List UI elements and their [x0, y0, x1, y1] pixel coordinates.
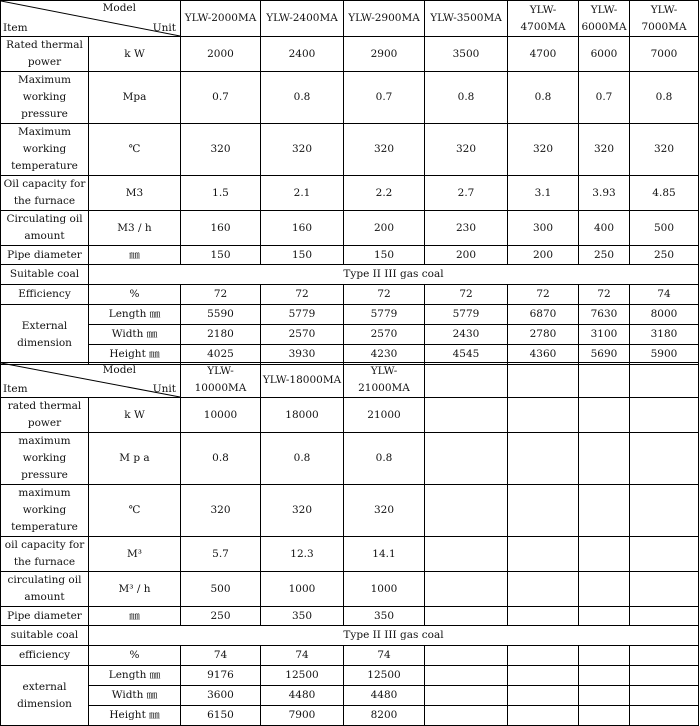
value-cell: 0.8	[425, 72, 508, 124]
value-cell: 18000	[261, 398, 344, 433]
param-row	[1, 246, 699, 265]
empty-cell	[579, 485, 630, 537]
value-cell: 3600	[181, 686, 261, 706]
empty-cell	[630, 363, 699, 398]
unit-cell: Width ㎜	[89, 325, 181, 345]
value-cell: 150	[261, 246, 344, 265]
value-cell: 1000	[344, 572, 425, 607]
unit-cell: Length ㎜	[89, 305, 181, 325]
empty-cell	[630, 646, 699, 666]
value-cell: 14.1	[344, 537, 425, 572]
value-cell: 8200	[344, 706, 425, 726]
empty-cell	[425, 537, 508, 572]
item-label: Item	[3, 22, 28, 34]
value-cell: 72	[181, 285, 261, 305]
value-cell: 230	[425, 211, 508, 246]
param-row	[1, 72, 699, 124]
value-cell: 200	[425, 246, 508, 265]
value-cell: 320	[181, 485, 261, 537]
value-cell: 3.1	[508, 176, 579, 211]
unit-label: Unit	[152, 22, 176, 34]
empty-cell	[425, 363, 508, 398]
dimension-row	[1, 686, 699, 706]
spec-table-2	[0, 362, 699, 726]
value-cell: 5779	[261, 305, 344, 325]
empty-cell	[425, 646, 508, 666]
value-cell: 0.8	[261, 72, 344, 124]
value-cell: 160	[181, 211, 261, 246]
model-item-header	[1, 1, 181, 37]
item-cell: external dimension	[1, 666, 89, 726]
model-header: YLW-21000MA	[344, 363, 425, 398]
model-header: YLW-3500MA	[425, 1, 508, 37]
value-cell: 5779	[344, 305, 425, 325]
model-header: YLW-4700MA	[508, 1, 579, 37]
empty-cell	[579, 572, 630, 607]
value-cell: 72	[508, 285, 579, 305]
empty-cell	[579, 686, 630, 706]
unit-cell: ㎜	[89, 607, 181, 626]
header-row	[1, 1, 699, 37]
value-cell: 2900	[344, 37, 425, 72]
param-row	[1, 211, 699, 246]
unit-cell: %	[89, 285, 181, 305]
value-cell: 0.8	[181, 433, 261, 485]
model-item-header	[1, 363, 181, 398]
item-cell: Oil capacity for the furnace	[1, 176, 89, 211]
value-cell: 8000	[630, 305, 699, 325]
value-cell: 72	[261, 285, 344, 305]
value-cell: 0.7	[181, 72, 261, 124]
value-cell: 0.8	[261, 433, 344, 485]
value-cell: 400	[579, 211, 630, 246]
empty-cell	[425, 572, 508, 607]
param-row	[1, 176, 699, 211]
item-cell: Pipe diameter	[1, 246, 89, 265]
unit-cell: Height ㎜	[89, 706, 181, 726]
value-cell: 72	[344, 285, 425, 305]
value-cell: 320	[344, 124, 425, 176]
value-cell: 2180	[181, 325, 261, 345]
value-cell: 500	[630, 211, 699, 246]
value-cell: 0.8	[630, 72, 699, 124]
value-cell: 7900	[261, 706, 344, 726]
unit-cell: ℃	[89, 124, 181, 176]
value-cell: 320	[261, 124, 344, 176]
value-cell: 4545	[425, 345, 508, 365]
value-cell: 150	[344, 246, 425, 265]
param-row	[1, 37, 699, 72]
value-cell: 72	[425, 285, 508, 305]
model-header: YLW-2400MA	[261, 1, 344, 37]
value-cell: 2.2	[344, 176, 425, 211]
param-row	[1, 398, 699, 433]
empty-cell	[630, 433, 699, 485]
empty-cell	[508, 537, 579, 572]
unit-cell: M3 / h	[89, 211, 181, 246]
value-cell: 74	[630, 285, 699, 305]
param-row	[1, 607, 699, 626]
value-cell: 0.7	[579, 72, 630, 124]
param-row	[1, 537, 699, 572]
value-cell: 320	[344, 485, 425, 537]
param-row	[1, 433, 699, 485]
model-header: YLW-7000MA	[630, 1, 699, 37]
value-cell: 4700	[508, 37, 579, 72]
value-cell: 2780	[508, 325, 579, 345]
param-row	[1, 572, 699, 607]
unit-cell: k W	[89, 37, 181, 72]
value-cell: 320	[508, 124, 579, 176]
value-cell: 2400	[261, 37, 344, 72]
empty-cell	[508, 485, 579, 537]
empty-cell	[508, 686, 579, 706]
empty-cell	[579, 666, 630, 686]
value-cell: 250	[630, 246, 699, 265]
value-cell: 7630	[579, 305, 630, 325]
empty-cell	[425, 607, 508, 626]
value-cell: 320	[579, 124, 630, 176]
empty-cell	[508, 363, 579, 398]
item-label: Item	[3, 383, 28, 395]
empty-cell	[508, 706, 579, 726]
unit-cell: Height ㎜	[89, 345, 181, 365]
value-cell: 21000	[344, 398, 425, 433]
empty-cell	[630, 485, 699, 537]
value-cell: 200	[508, 246, 579, 265]
value-cell: 2570	[344, 325, 425, 345]
item-cell: rated thermal power	[1, 398, 89, 433]
empty-cell	[630, 706, 699, 726]
empty-cell	[508, 666, 579, 686]
item-cell: Pipe diameter	[1, 607, 89, 626]
empty-cell	[508, 398, 579, 433]
value-cell: 320	[181, 124, 261, 176]
suitable-coal-row	[1, 265, 699, 285]
empty-cell	[630, 686, 699, 706]
value-cell: 2000	[181, 37, 261, 72]
value-cell: 0.8	[344, 433, 425, 485]
unit-cell: Width ㎜	[89, 686, 181, 706]
value-cell: 200	[344, 211, 425, 246]
item-cell: Maximum working temperature	[1, 124, 89, 176]
model-label: Model	[102, 2, 136, 14]
value-cell: 72	[579, 285, 630, 305]
efficiency-row	[1, 285, 699, 305]
value-cell: 4230	[344, 345, 425, 365]
dimension-row	[1, 305, 699, 325]
unit-cell: M3	[89, 176, 181, 211]
value-cell: 3100	[579, 325, 630, 345]
value-cell: 9176	[181, 666, 261, 686]
dimension-row	[1, 666, 699, 686]
model-header: YLW-2900MA	[344, 1, 425, 37]
value-cell: 160	[261, 211, 344, 246]
model-header: YLW-6000MA	[579, 1, 630, 37]
empty-cell	[579, 433, 630, 485]
empty-cell	[630, 537, 699, 572]
value-cell: 74	[261, 646, 344, 666]
item-cell: Rated thermal power	[1, 37, 89, 72]
value-cell: 5779	[425, 305, 508, 325]
value-cell: 12500	[261, 666, 344, 686]
value-cell: 74	[181, 646, 261, 666]
unit-cell: Mpa	[89, 72, 181, 124]
empty-cell	[425, 666, 508, 686]
unit-label: Unit	[152, 383, 176, 395]
unit-cell: Length ㎜	[89, 666, 181, 686]
empty-cell	[425, 485, 508, 537]
value-cell: 350	[344, 607, 425, 626]
coal-type-cell: Type II III gas coal	[89, 265, 699, 285]
value-cell: 320	[425, 124, 508, 176]
value-cell: 5590	[181, 305, 261, 325]
suitable-coal-row	[1, 626, 699, 646]
value-cell: 7000	[630, 37, 699, 72]
param-row	[1, 485, 699, 537]
value-cell: 10000	[181, 398, 261, 433]
empty-cell	[425, 686, 508, 706]
header-row	[1, 363, 699, 398]
value-cell: 4.85	[630, 176, 699, 211]
value-cell: 2.7	[425, 176, 508, 211]
value-cell: 4360	[508, 345, 579, 365]
value-cell: 6150	[181, 706, 261, 726]
value-cell: 3180	[630, 325, 699, 345]
unit-cell: ㎜	[89, 246, 181, 265]
value-cell: 6870	[508, 305, 579, 325]
empty-cell	[579, 537, 630, 572]
value-cell: 2570	[261, 325, 344, 345]
value-cell: 2430	[425, 325, 508, 345]
empty-cell	[579, 363, 630, 398]
item-cell: Suitable coal	[1, 265, 89, 285]
efficiency-row	[1, 646, 699, 666]
value-cell: 3930	[261, 345, 344, 365]
empty-cell	[425, 706, 508, 726]
unit-cell: k W	[89, 398, 181, 433]
value-cell: 2.1	[261, 176, 344, 211]
empty-cell	[508, 646, 579, 666]
value-cell: 12500	[344, 666, 425, 686]
value-cell: 5.7	[181, 537, 261, 572]
empty-cell	[630, 572, 699, 607]
empty-cell	[579, 646, 630, 666]
empty-cell	[579, 607, 630, 626]
empty-cell	[579, 706, 630, 726]
value-cell: 3500	[425, 37, 508, 72]
unit-cell: %	[89, 646, 181, 666]
model-header: YLW-2000MA	[181, 1, 261, 37]
value-cell: 250	[181, 607, 261, 626]
empty-cell	[508, 607, 579, 626]
value-cell: 6000	[579, 37, 630, 72]
unit-cell: M³ / h	[89, 572, 181, 607]
value-cell: 0.8	[508, 72, 579, 124]
value-cell: 5900	[630, 345, 699, 365]
model-header: YLW-10000MA	[181, 363, 261, 398]
value-cell: 250	[579, 246, 630, 265]
item-cell: External dimension	[1, 305, 89, 365]
empty-cell	[630, 607, 699, 626]
item-cell: maximum working temperature	[1, 485, 89, 537]
model-label: Model	[102, 364, 136, 376]
value-cell: 300	[508, 211, 579, 246]
empty-cell	[579, 398, 630, 433]
empty-cell	[630, 666, 699, 686]
item-cell: Efficiency	[1, 285, 89, 305]
coal-type-cell: Type II III gas coal	[89, 626, 699, 646]
dimension-row	[1, 706, 699, 726]
value-cell: 1.5	[181, 176, 261, 211]
item-cell: Circulating oil amount	[1, 211, 89, 246]
value-cell: 12.3	[261, 537, 344, 572]
value-cell: 1000	[261, 572, 344, 607]
value-cell: 74	[344, 646, 425, 666]
unit-cell: ℃	[89, 485, 181, 537]
value-cell: 320	[630, 124, 699, 176]
item-cell: circulating oil amount	[1, 572, 89, 607]
value-cell: 320	[261, 485, 344, 537]
item-cell: Maximum working pressure	[1, 72, 89, 124]
item-cell: oil capacity for the furnace	[1, 537, 89, 572]
item-cell: efficiency	[1, 646, 89, 666]
item-cell: suitable coal	[1, 626, 89, 646]
empty-cell	[425, 398, 508, 433]
value-cell: 4480	[261, 686, 344, 706]
empty-cell	[630, 398, 699, 433]
unit-cell: M³	[89, 537, 181, 572]
param-row	[1, 124, 699, 176]
value-cell: 4480	[344, 686, 425, 706]
value-cell: 350	[261, 607, 344, 626]
value-cell: 3.93	[579, 176, 630, 211]
empty-cell	[425, 433, 508, 485]
value-cell: 0.7	[344, 72, 425, 124]
model-header: YLW-18000MA	[261, 363, 344, 398]
value-cell: 4025	[181, 345, 261, 365]
dimension-row	[1, 325, 699, 345]
item-cell: maximum working pressure	[1, 433, 89, 485]
value-cell: 150	[181, 246, 261, 265]
value-cell: 5690	[579, 345, 630, 365]
empty-cell	[508, 433, 579, 485]
value-cell: 500	[181, 572, 261, 607]
unit-cell: M p a	[89, 433, 181, 485]
empty-cell	[508, 572, 579, 607]
